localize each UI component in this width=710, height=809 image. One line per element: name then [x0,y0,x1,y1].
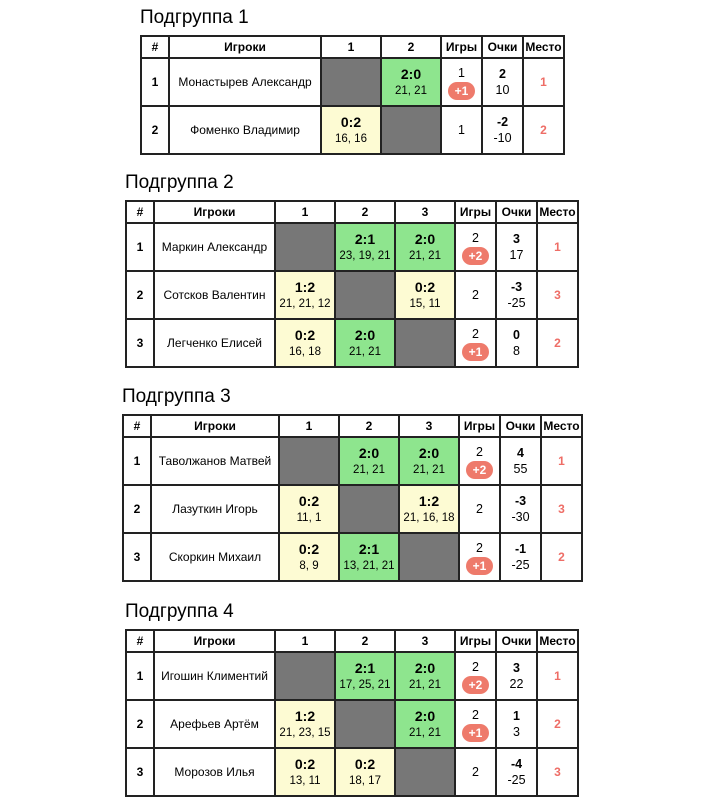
group-3 [122,386,583,582]
bonus-badge: +1 [462,343,490,361]
col-opponent-header: 3 [395,201,455,223]
group-table [125,200,579,368]
points-diff: 17 [509,248,524,262]
points-cell [482,58,523,106]
group-table [125,629,579,797]
match-sets: 8, 9 [299,560,319,572]
games-count: 2 [476,540,483,555]
games-cell [441,58,482,106]
col-points-header: Очки [496,630,537,652]
col-num-header: # [126,201,154,223]
points-diff: 10 [495,83,510,97]
points-diff: 3 [513,725,520,739]
match-score: 0:2 [294,327,316,343]
match-cell-win [395,652,455,700]
place-value: 1 [541,437,582,485]
col-games-header: Игры [455,630,496,652]
match-sets: 21, 21, 12 [279,298,331,310]
col-opponent-header: 2 [335,630,395,652]
points-value: 1 [513,709,520,723]
games-count: 1 [458,65,465,80]
games-count: 2 [472,659,479,674]
self-cell [321,58,381,106]
match-cell-loss [275,271,335,319]
match-sets: 23, 19, 21 [339,250,391,262]
row-num: 3 [123,533,151,581]
match-cell-loss [335,748,395,796]
points-value: -1 [514,542,527,556]
col-players-header: Игроки [151,415,279,437]
table-row [126,700,578,748]
games-cell [455,271,496,319]
header-row [126,630,578,652]
col-points-header: Очки [482,36,523,58]
col-opponent-header: 1 [275,201,335,223]
points-cell [496,271,537,319]
match-cell-win [335,223,395,271]
self-cell [395,319,455,367]
match-score: 0:2 [298,493,320,509]
games-cell [455,223,496,271]
match-sets: 21, 16, 18 [403,512,455,524]
col-opponent-header: 3 [399,415,459,437]
games-count: 2 [472,230,479,245]
col-opponent-header: 2 [381,36,441,58]
row-num: 2 [123,485,151,533]
games-count: 2 [472,707,479,722]
self-cell [335,271,395,319]
points-value: 2 [499,67,506,81]
points-cell [500,533,541,581]
games-cell [459,437,500,485]
points-value: -3 [510,280,523,294]
row-num: 1 [126,223,154,271]
player-name: Лазуткин Игорь [151,485,279,533]
player-name: Скоркин Михаил [151,533,279,581]
group-2 [125,172,579,368]
points-cell [496,652,537,700]
match-cell-loss [279,533,339,581]
match-score: 0:2 [294,756,316,772]
match-score: 2:0 [414,708,436,724]
table-row [126,319,578,367]
col-games-header: Игры [455,201,496,223]
col-games-header: Игры [459,415,500,437]
match-score: 2:1 [354,660,376,676]
points-diff: -25 [507,296,526,310]
table-row [126,271,578,319]
bonus-badge: +2 [466,461,494,479]
points-value: -4 [510,757,523,771]
match-score: 2:0 [418,445,440,461]
bonus-badge: +1 [448,82,476,100]
player-name: Морозов Илья [154,748,275,796]
points-diff: 55 [513,462,528,476]
match-sets: 16, 18 [289,346,321,358]
place-value: 3 [541,485,582,533]
col-players-header: Игроки [169,36,321,58]
match-score: 0:2 [298,541,320,557]
match-sets: 21, 21 [409,250,441,262]
col-num-header: # [123,415,151,437]
match-score: 2:1 [354,231,376,247]
self-cell [279,437,339,485]
match-score: 2:0 [414,231,436,247]
self-cell [399,533,459,581]
match-score: 1:2 [294,708,316,724]
match-cell-loss [275,319,335,367]
games-cell [455,748,496,796]
points-cell [496,319,537,367]
match-sets: 21, 21 [413,464,445,476]
col-place-header: Место [537,630,578,652]
group-title: Подгруппа 2 [125,172,234,193]
match-cell-win [339,437,399,485]
match-sets: 17, 25, 21 [339,679,391,691]
match-score: 1:2 [418,493,440,509]
match-score: 2:0 [358,445,380,461]
points-diff: -30 [511,510,530,524]
row-num: 2 [141,106,169,154]
points-value: 4 [517,446,524,460]
match-cell-loss [275,700,335,748]
points-cell [482,106,523,154]
col-num-header: # [141,36,169,58]
player-name: Монастырев Александр [169,58,321,106]
match-cell-loss [399,485,459,533]
player-name: Легченко Елисей [154,319,275,367]
match-cell-win [399,437,459,485]
place-value: 3 [537,748,578,796]
row-num: 1 [123,437,151,485]
row-num: 3 [126,319,154,367]
col-points-header: Очки [496,201,537,223]
match-cell-win [395,700,455,748]
player-name: Маркин Александр [154,223,275,271]
table-row [126,652,578,700]
player-name: Сотсков Валентин [154,271,275,319]
match-score: 2:0 [354,327,376,343]
col-points-header: Очки [500,415,541,437]
place-value: 1 [537,223,578,271]
group-1 [140,7,565,155]
match-cell-win [381,58,441,106]
place-value: 2 [523,106,564,154]
match-score: 0:2 [340,114,362,130]
games-cell [459,533,500,581]
col-players-header: Игроки [154,630,275,652]
match-sets: 21, 23, 15 [279,727,331,739]
match-score: 2:0 [400,66,422,82]
table-row [141,106,564,154]
games-count: 2 [472,765,479,779]
group-title: Подгруппа 3 [122,386,231,407]
col-opponent-header: 2 [335,201,395,223]
group-4 [125,601,579,797]
match-sets: 15, 11 [409,298,441,310]
match-sets: 21, 21 [409,679,441,691]
col-place-header: Место [537,201,578,223]
games-cell [455,319,496,367]
match-score: 0:2 [354,756,376,772]
points-cell [496,223,537,271]
points-diff: -25 [507,773,526,787]
points-value: 0 [513,328,520,342]
player-name: Игошин Климентий [154,652,275,700]
group-table [122,414,583,582]
row-num: 2 [126,271,154,319]
col-opponent-header: 1 [321,36,381,58]
games-cell [441,106,482,154]
place-value: 2 [541,533,582,581]
points-value: 3 [513,232,520,246]
games-cell [455,700,496,748]
row-num: 1 [141,58,169,106]
points-cell [500,485,541,533]
group-title: Подгруппа 1 [140,7,249,28]
header-row [126,201,578,223]
match-score: 0:2 [414,279,436,295]
games-count: 1 [458,123,465,137]
place-value: 2 [537,700,578,748]
col-opponent-header: 1 [279,415,339,437]
match-sets: 21, 21 [395,85,427,97]
bonus-badge: +1 [462,724,490,742]
table-row [141,58,564,106]
table-row [126,748,578,796]
col-opponent-header: 3 [395,630,455,652]
place-value: 1 [537,652,578,700]
match-cell-loss [321,106,381,154]
match-sets: 13, 11 [289,775,321,787]
points-cell [500,437,541,485]
place-value: 3 [537,271,578,319]
row-num: 2 [126,700,154,748]
points-diff: -10 [493,131,512,145]
self-cell [395,748,455,796]
place-value: 2 [537,319,578,367]
match-sets: 21, 21 [409,727,441,739]
table-row [123,485,582,533]
match-cell-win [335,652,395,700]
col-place-header: Место [541,415,582,437]
self-cell [275,223,335,271]
match-cell-win [339,533,399,581]
self-cell [381,106,441,154]
match-score: 1:2 [294,279,316,295]
points-diff: -25 [511,558,530,572]
row-num: 1 [126,652,154,700]
row-num: 3 [126,748,154,796]
bonus-badge: +2 [462,247,490,265]
player-name: Таволжанов Матвей [151,437,279,485]
match-cell-loss [279,485,339,533]
match-cell-win [335,319,395,367]
points-diff: 8 [513,344,520,358]
match-cell-loss [275,748,335,796]
games-count: 2 [472,326,479,341]
header-row [141,36,564,58]
player-name: Фоменко Владимир [169,106,321,154]
player-name: Арефьев Артём [154,700,275,748]
match-score: 2:0 [414,660,436,676]
games-cell [455,652,496,700]
match-sets: 21, 21 [353,464,385,476]
match-sets: 16, 16 [335,133,367,145]
match-sets: 13, 21, 21 [343,560,395,572]
header-row [123,415,582,437]
self-cell [335,700,395,748]
self-cell [339,485,399,533]
match-cell-loss [395,271,455,319]
match-sets: 11, 1 [296,512,322,524]
points-diff: 22 [509,677,524,691]
table-row [123,533,582,581]
col-games-header: Игры [441,36,482,58]
col-num-header: # [126,630,154,652]
col-place-header: Место [523,36,564,58]
points-value: -2 [496,115,509,129]
table-row [123,437,582,485]
games-count: 2 [476,502,483,516]
games-count: 2 [476,444,483,459]
col-opponent-header: 1 [275,630,335,652]
bonus-badge: +2 [462,676,490,694]
games-cell [459,485,500,533]
col-players-header: Игроки [154,201,275,223]
self-cell [275,652,335,700]
match-score: 2:1 [358,541,380,557]
match-sets: 21, 21 [349,346,381,358]
place-value: 1 [523,58,564,106]
match-sets: 18, 17 [349,775,381,787]
group-table [140,35,565,155]
bonus-badge: +1 [466,557,494,575]
points-value: -3 [514,494,527,508]
points-cell [496,700,537,748]
match-cell-win [395,223,455,271]
col-opponent-header: 2 [339,415,399,437]
games-count: 2 [472,288,479,302]
points-value: 3 [513,661,520,675]
table-row [126,223,578,271]
points-cell [496,748,537,796]
group-title: Подгруппа 4 [125,601,234,622]
